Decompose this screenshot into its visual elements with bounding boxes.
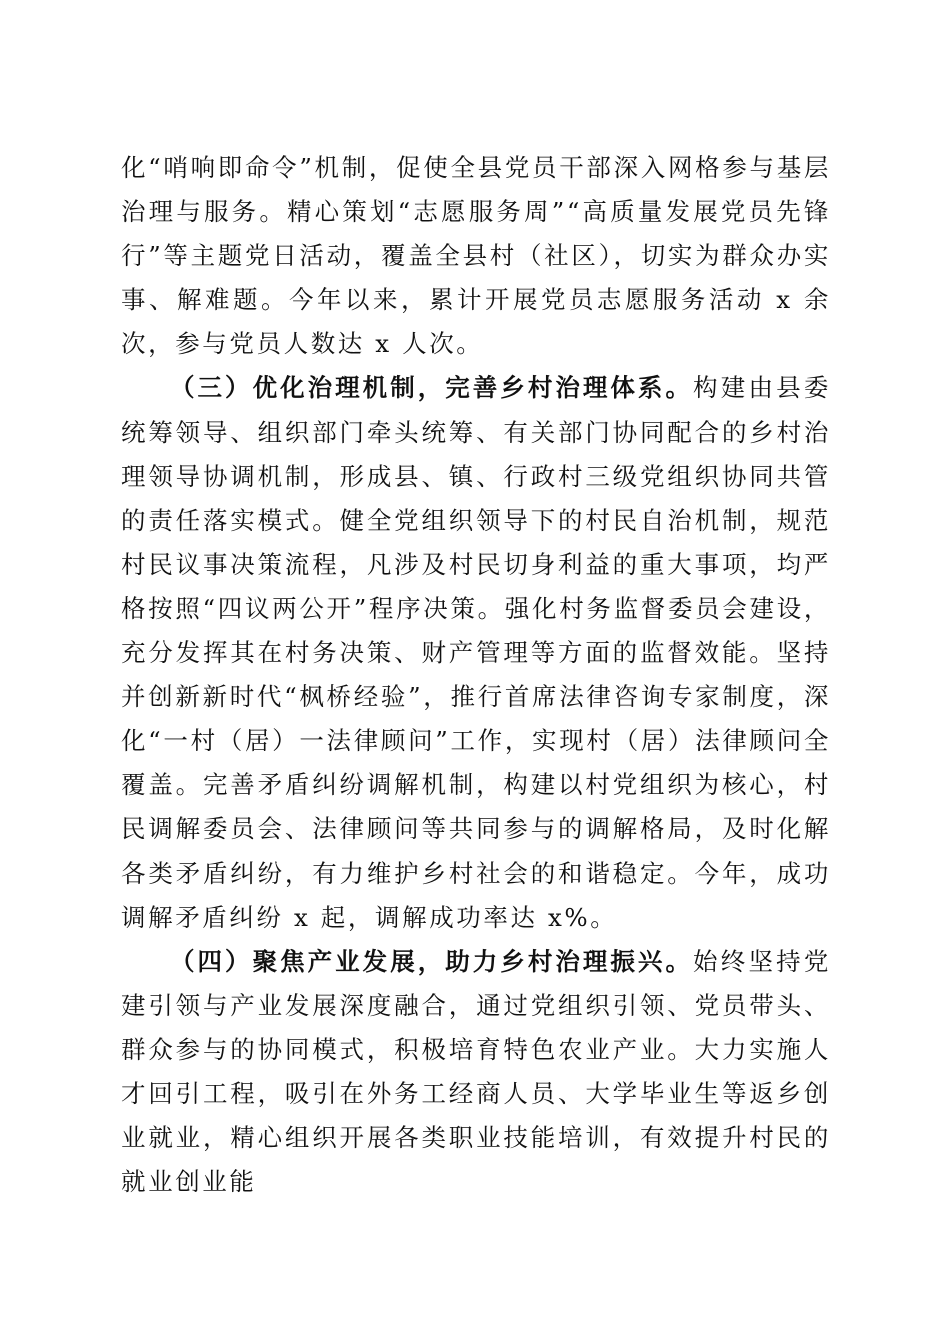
- section-heading-3: （三）优化治理机制，完善乡村治理体系。: [170, 373, 693, 403]
- paragraph-text: 构建由县委统筹领导、组织部门牵头统筹、有关部门协同配合的乡村治理领导协调机制，形成县、镇、行政村三级党组织协同共管的责任落实模式。健全党组织领导下的村民自治机制，规范村民议事决策流程，凡涉及村民切身利益的重大事项，均严格按照“四议两公开”程序决策。强化村务监督委员会建设，充分发挥其在村务决策、财产管理等方面的监督效能。坚持并创新新时代“枫桥经验”，推行首席法律咨询专家制度，深化“一村（居）一法律顾问”工作，实现村（居）法律顾问全覆盖。完善矛盾纠纷调解机制，构建以村党组织为核心，村民调解委员会、法律顾问等共同参与的调解格局，及时化解各类矛盾纠纷，有力维护乡村社会的和谐稳定。今年，成功调解矛盾纠纷 x 起，调解成功率达 x%。: [121, 373, 832, 932]
- paragraph-governance-mechanism: [121, 366, 831, 939]
- document-body: [121, 146, 831, 1204]
- section-heading-4: （四）聚焦产业发展，助力乡村治理振兴。: [170, 946, 693, 976]
- paragraph-volunteer-service: [121, 146, 831, 366]
- paragraph-text: 始终坚持党建引领与产业发展深度融合，通过党组织引领、党员带头、群众参与的协同模式，积极培育特色农业产业。大力实施人才回引工程，吸引在外务工经商人员、大学毕业生等返乡创业就业，精心组织开展各类职业技能培训，有效提升村民的就业创业能: [121, 946, 832, 1197]
- paragraph-industry-development: [121, 940, 831, 1205]
- paragraph-text: 化“哨响即命令”机制，促使全县党员干部深入网格参与基层治理与服务。精心策划“志愿服务周”“高质量发展党员先锋行”等主题党日活动，覆盖全县村（社区），切实为群众办实事、解难题。今年以来，累计开展党员志愿服务活动 x 余次，参与党员人数达 x 人次。: [121, 153, 831, 359]
